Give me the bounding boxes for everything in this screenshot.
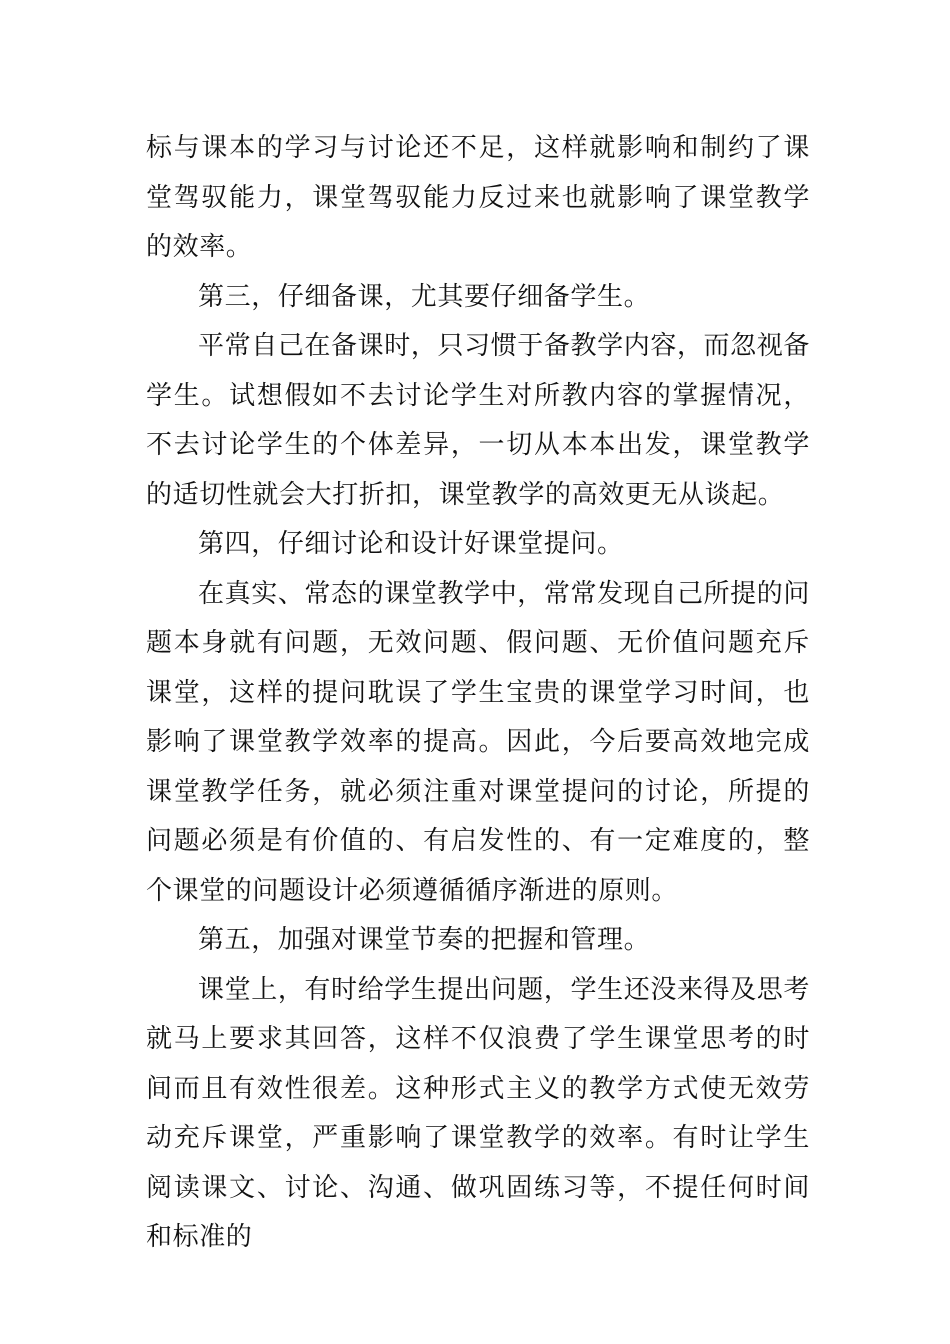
paragraph-questioning: 在真实、常态的课堂教学中，常常发现自己所提的问题本身就有问题，无效问题、假问题、无价值问题充斥课堂，这样的提问耽误了学生宝贵的课堂学习时间，也影响了课堂教学效率的提高。因此，今后要高效地完成课堂教学任务，就必须注重对课堂提问的讨论，所提的问题必须是有价值的、有启发性的、有一定难度的，整个课堂的问题设计必须遵循循序渐进的原则。 <box>146 578 810 906</box>
paragraph-continuation: 标与课本的学习与讨论还不足，这样就影响和制约了课堂驾驭能力，课堂驾驭能力反过来也就影响了课堂教学的效率。 <box>146 133 810 262</box>
paragraph-pacing: 课堂上，有时给学生提出问题，学生还没来得及思考就马上要求其回答，这样不仅浪费了学生课堂思考的时间而且有效性很差。这种形式主义的教学方式使无效劳动充斥课堂，严重影响了课堂教学的效率。有时让学生阅读课文、讨论、沟通、做巩固练习等，不提任何时间和标准的 <box>146 974 810 1252</box>
paragraph-lesson-prep: 平常自己在备课时，只习惯于备教学内容，而忽视备学生。试想假如不去讨论学生对所教内容的掌握情况，不去讨论学生的个体差异，一切从本本出发，课堂教学的适切性就会大打折扣，课堂教学的高效更无从谈起。 <box>146 331 810 510</box>
heading-point-three: 第三，仔细备课，尤其要仔细备学生。 <box>198 281 651 312</box>
heading-point-four: 第四，仔细讨论和设计好课堂提问。 <box>198 529 624 559</box>
heading-point-five: 第五，加强对课堂节奏的把握和管理。 <box>198 925 651 955</box>
document-page <box>146 124 810 1263</box>
